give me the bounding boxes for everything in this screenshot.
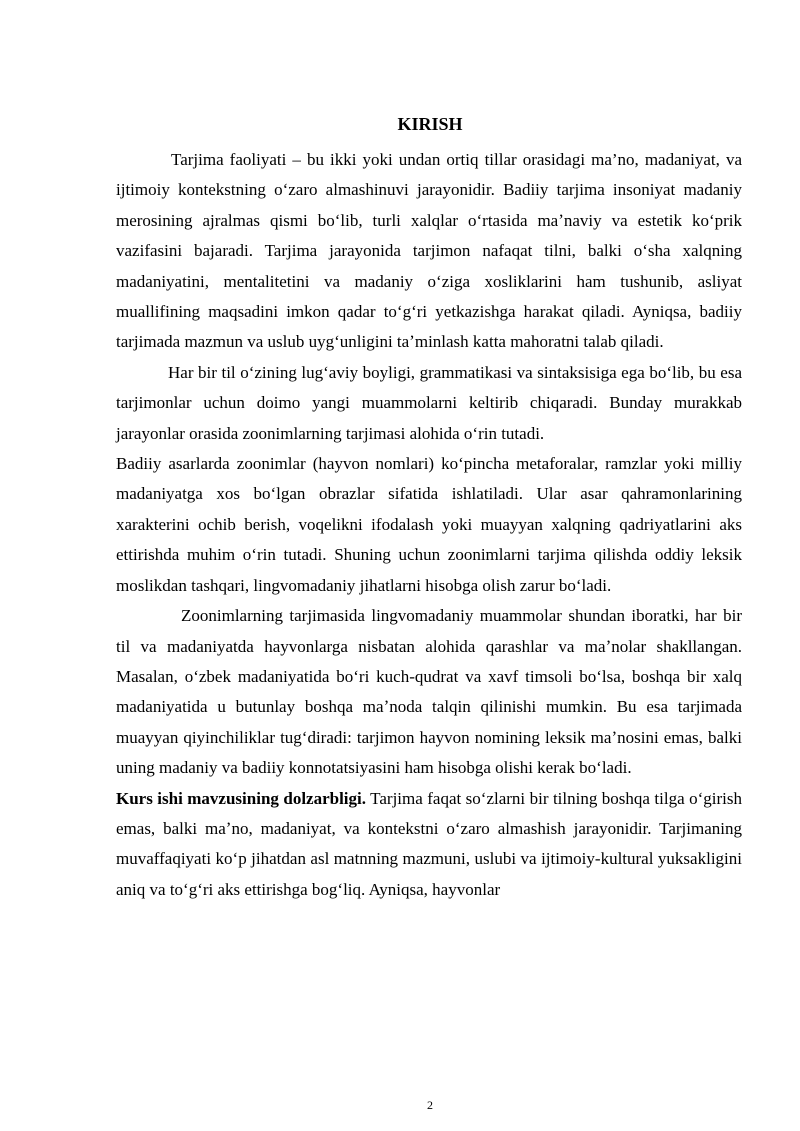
body-text (116, 145, 742, 905)
paragraph-2: Har bir til oʻzining lugʻaviy boyligi, grammatikasi va sintaksisiga ega boʻlib, bu esa tarjimonlar uchun doimo yangi muammolarni keltirib chiqaradi. Bunday murakkab jarayonlar orasida zoonimlarning tarjimasi alohida oʻrin tutadi. (116, 362, 742, 443)
section-title: KIRISH (397, 114, 463, 134)
page-number: 2 (427, 1098, 433, 1112)
paragraph-relevance (116, 784, 742, 906)
paragraph-3: Badiiy asarlarda zoonimlar (hayvon nomlari) koʻpincha metaforalar, ramzlar yoki milliy madaniyatga xos boʻlgan obrazlar sifatida ishlatiladi. Ular asar qahramonlarining xarakterini ochib berish, voqelikni ifodalash yoki muayyan xalqning qadriyatlarini aks ettirishda muhim oʻrin tutadi. Shuning uchun zoonimlarni tarjima qilishda oddiy leksik moslikdan tashqari, lingvomadaniy jihatlarni hisobga olish zarur boʻladi. (116, 454, 742, 595)
paragraph-1: Tarjima faoliyati – bu ikki yoki undan ortiq tillar orasidagi ma’no, madaniyat, va ijtimoiy kontekstning oʻzaro almashinuvi jarayonidir. Badiiy tarjima insoniyat madaniy merosining ajralmas qismi boʻlib, turli xalqlar oʻrtasida maʼnaviy va estetik koʻprik vazifasini bajaradi. Tarjima jarayonida tarjimon nafaqat tilni, balki oʻsha xalqning madaniyatini, mentalitetini va madaniy oʻziga xosliklarini ham tushunib, asliyat muallifining maqsadini imkon qadar toʻgʻri yetkazishga harakat qiladi. Ayniqsa, badiiy tarjimada mazmun va uslub uygʻunligini taʼminlash katta mahoratni talab qiladi. (116, 150, 742, 352)
relevance-text: Tarjima faqat soʻzlarni bir tilning boshqa tilga oʻgirish emas, balki maʼno, madaniyat, va kontekstni oʻzaro almashish jarayonidir. Tarjimaning muvaffaqiyati koʻp jihatdan asl matnning mazmuni, uslubi va ijtimoiy-kultural yuksakligini aniq va toʻgʻri aks ettirishga bogʻliq. Ayniqsa, hayvonlar (116, 788, 742, 899)
relevance-heading: Kurs ishi mavzusining dolzarbligi. (116, 788, 367, 808)
paragraph-4: Zoonimlarning tarjimasida lingvomadaniy muammolar shundan iboratki, har bir til va madaniyatda hayvonlarga nisbatan alohida qarashlar va maʼnolar shakllangan. Masalan, oʻzbek madaniyatida boʻri kuch-qudrat va xavf timsoli boʻlsa, boshqa bir xalq madaniyatida u butunlay boshqa maʼnoda talqin qilinishi mumkin. Bu esa tarjimada muayyan qiyinchiliklar tugʻdiradi: tarjimon hayvon nomining leksik maʼnosini emas, balki uning madaniy va badiiy konnotatsiyasini ham hisobga olishi kerak boʻladi. (116, 606, 742, 778)
